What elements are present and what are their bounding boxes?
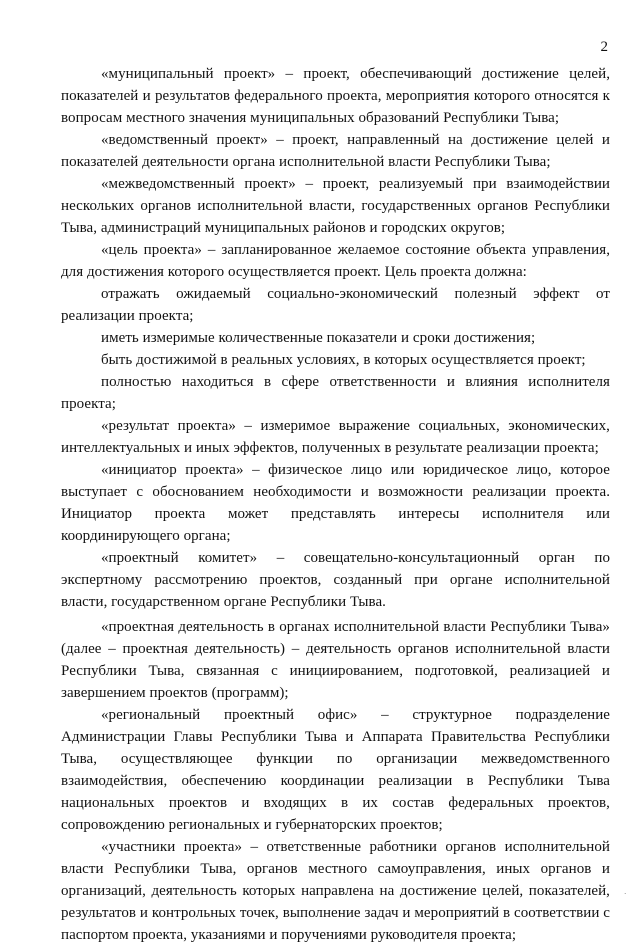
paragraph-regional-project-office: «региональный проектный офис» – структурное подразделение Администрации Главы Республики Тыва и Аппарата Правительства Республики Тыва, осуществляющее функции по организации межведомственного взаимодействия, обеспечению координации реализации в Республики Тыва национальных проектов и входящих в их состав федеральных проектов, сопровождению региональных и губернаторских проектов; [61,707,610,833]
paragraph-project-participants: «участники проекта» – ответственные работники органов исполнительной власти Республики Тыва, органов местного самоуправления, иных органов и организаций, деятельность которых направлена на достижение целей, показателей, результатов и контрольных точек, выполнение задач и мероприятий в соответствии с паспортом проекта, указаниями и поручениями руководителя проекта; [61,839,610,943]
paragraph-goal-criterion: иметь измеримые количественные показатели и сроки достижения; [101,330,536,346]
paragraph-municipal-project: «муниципальный проект» – проект, обеспечивающий достижение целей, показателей и результатов федерального проекта, мероприятия которого относятся к вопросам местного значения муниципальных образований Республики Тыва; [61,66,610,126]
paragraph-goal-criterion: полностью находиться в сфере ответственности и влияния исполнителя проекта; [61,374,610,412]
paragraph-project-goal: «цель проекта» – запланированное желаемое состояние объекта управления, для достижения которого осуществляется проект. Цель проекта должна: [61,242,610,280]
document-body [61,63,610,946]
paragraph-departmental-project: «ведомственный проект» – проект, направленный на достижение целей и показателей деятельности органа исполнительной власти Республики Тыва; [61,132,610,170]
scan-speck-mark: · [624,890,627,898]
paragraph-project-committee: «проектный комитет» – совещательно-консультационный орган по экспертному рассмотрению проектов, созданный при органе исполнительной власти, государственном органе Республики Тыва. [61,550,610,610]
page-number: 2 [600,39,608,55]
paragraph-interdepartmental-project: «межведомственный проект» – проект, реализуемый при взаимодействии нескольких органов исполнительной власти, государственных органов Республики Тыва, администраций муниципальных районов и городских округов; [61,176,610,236]
paragraph-project-activity: «проектная деятельность в органах исполнительной власти Республики Тыва» (далее – проектная деятельность) – деятельность органов исполнительной власти Республики Тыва, связанная с инициированием, подготовкой, реализацией и завершением проектов (программ); [61,619,610,701]
paragraph-goal-criterion: отражать ожидаемый социально-экономический полезный эффект от реализации проекта; [61,286,610,324]
paragraph-project-initiator: «инициатор проекта» – физическое лицо или юридическое лицо, которое выступает с обоснованием необходимости и возможности реализации проекта. Инициатор проекта может представлять интересы исполнителя или координирующего органа; [61,462,610,544]
paragraph-goal-criterion: быть достижимой в реальных условиях, в которых осуществляется проект; [101,352,586,368]
paragraph-project-result: «результат проекта» – измеримое выражение социальных, экономических, интеллектуальных и иных эффектов, полученных в результате реализации проекта; [61,418,610,456]
